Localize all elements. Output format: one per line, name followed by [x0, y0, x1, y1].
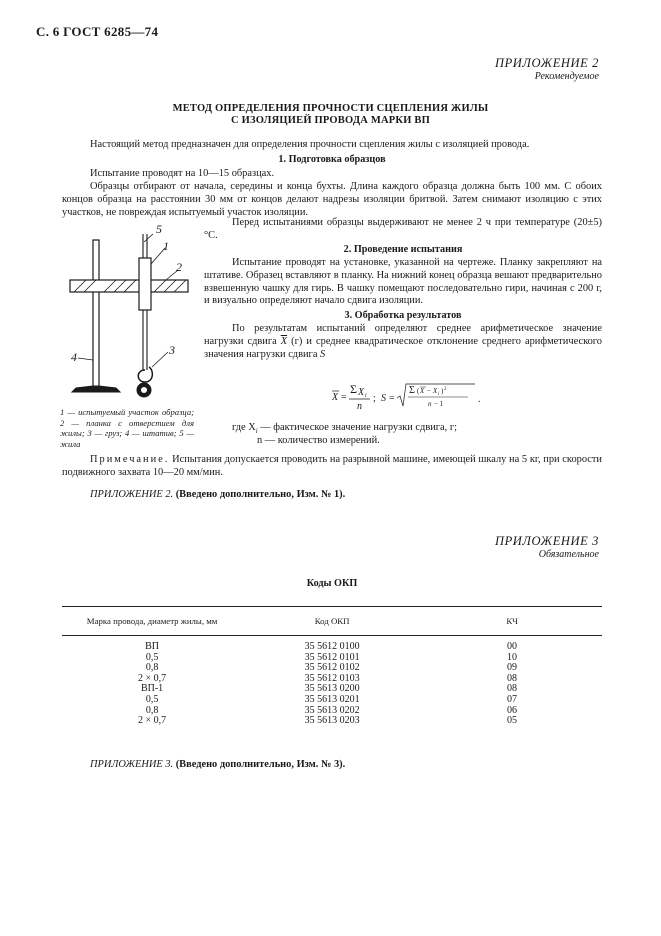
- cell-kch: 08: [507, 672, 518, 684]
- appendix-3-footer: [90, 759, 602, 772]
- cell-okp: 35 5613 0201: [304, 693, 360, 705]
- cell-kch: 08: [507, 683, 518, 695]
- cell-kch: 00: [507, 641, 518, 652]
- col-header-mark: Марка провода, диаметр жилы, мм: [62, 607, 242, 636]
- svg-text:=: =: [341, 392, 347, 403]
- appendix-2-label: ПРИЛОЖЕНИЕ 2: [494, 56, 599, 70]
- where-line-1-a: где X: [232, 422, 256, 433]
- fig-label-3: 3: [169, 343, 175, 357]
- cell-okp: 35 5612 0101: [304, 651, 360, 663]
- section-2-p1: Испытание проводят на установке, указанной на чертеже. Планку закрепляют на штативе. Образец вставляют в планку. На нижний конец образца вешают предварительно взвешенную чашку для гирь. В чашку помещают последовательно гири, начиная с 200 г, и визуально определяют начало сдвига изоляции.: [204, 257, 602, 307]
- cell-okp: 35 5613 0202: [304, 704, 360, 716]
- svg-text:2: 2: [444, 387, 447, 392]
- where-line-1-b: — фактическое значение нагрузки сдвига, г;: [257, 422, 458, 433]
- section-1-p2: Образцы отбирают от начала, середины и конца бухты. Длина каждого образца должна быть 100 мм. С обоих концов образца на расстоянии 30 мм от концов делают надрезы изоляции бритвой. Затем снимают изоляцию с этих участков, не повреждая испытуемый участок изоляции.: [62, 181, 602, 218]
- okp-codes-table: [62, 606, 602, 727]
- svg-text:): ): [441, 387, 444, 395]
- table-row: [62, 695, 602, 706]
- cell-kch: 06: [507, 704, 518, 716]
- svg-text:− 1: − 1: [434, 400, 444, 408]
- appendix-2-label-block: [495, 56, 599, 82]
- cell-okp: 35 5612 0100: [304, 641, 360, 652]
- appendix-2-footer-label: ПРИЛОЖЕНИЕ 2.: [90, 489, 174, 500]
- appendix-3-title: Коды ОКП: [306, 578, 358, 589]
- svg-text:S: S: [381, 393, 386, 404]
- where-line-1: где $X_i$ — фактическое значение нагрузки сдвига, г;: [232, 422, 458, 436]
- svg-text:−: −: [427, 387, 431, 395]
- cell-kch: 10: [507, 651, 518, 663]
- svg-text:=: =: [389, 393, 395, 404]
- appendix-3-label-block: [495, 534, 599, 560]
- section-3-heading: 3. Обработка результатов: [344, 310, 462, 321]
- svg-text:(: (: [417, 387, 420, 395]
- svg-text:X: X: [420, 387, 425, 395]
- section-1-p1: Испытание проводят на 10—15 образцах.: [90, 168, 275, 179]
- where-line-2: n — количество измерений.: [257, 435, 380, 446]
- appendix-2-footer: [90, 489, 602, 502]
- intro-paragraph: Настоящий метод предназначен для определения прочности сцепления жилы с изоляцией провода.: [90, 139, 530, 150]
- table-header-row: [62, 607, 602, 636]
- s-symbol: S: [320, 348, 326, 360]
- appendix-3-footer-text: (Введено дополнительно, Изм. № 3).: [173, 759, 346, 770]
- section-3-p1-a: По результатам испытаний определяют среднее арифметическое значение нагрузки сдвига: [204, 323, 602, 347]
- title-line-1: МЕТОД ОПРЕДЕЛЕНИЯ ПРОЧНОСТИ СЦЕПЛЕНИЯ ЖИЛЫ: [172, 103, 489, 114]
- svg-text:i: i: [365, 393, 367, 399]
- appendix-3-footer-label: ПРИЛОЖЕНИЕ 3.: [90, 759, 174, 770]
- section-1-heading: 1. Подготовка образцов: [278, 154, 386, 165]
- col-header-kch: КЧ: [422, 607, 602, 636]
- cell-okp: 35 5612 0103: [304, 672, 360, 684]
- cell-mark: ВП: [145, 641, 160, 652]
- appendix-2-title: [0, 103, 661, 127]
- section-1-p3: Перед испытаниями образцы выдерживают не менее 2 ч при температуре (20±5) °С.: [204, 217, 602, 241]
- cell-kch: 09: [507, 662, 518, 674]
- formula: [328, 380, 488, 414]
- section-3-p1-b: (г) и среднее квадратическое отклонение среднего арифметического значения нагрузки сдвига: [204, 335, 602, 360]
- xbar-symbol: $\overline{X}$: [280, 335, 288, 347]
- svg-text:n: n: [357, 401, 362, 412]
- cell-okp: 35 5613 0200: [304, 683, 360, 695]
- svg-text:Σ: Σ: [350, 382, 357, 396]
- appendix-2-footer-text: (Введено дополнительно, Изм. № 1).: [173, 489, 346, 500]
- svg-text:n: n: [428, 400, 432, 408]
- cell-mark: 0,8: [145, 704, 159, 716]
- col-header-okp: Код ОКП: [242, 607, 422, 636]
- cell-mark: 0,5: [145, 651, 159, 663]
- svg-text:X: X: [332, 392, 339, 403]
- cell-mark: 0,8: [145, 662, 159, 674]
- cell-kch: 07: [507, 693, 518, 705]
- svg-text:.: .: [478, 394, 481, 405]
- figure-caption: 1 — испытуемый участок образца; 2 — планка с отверстием для жилы; 3 — груз; 4 — штатив; 5 — жила: [60, 407, 194, 449]
- svg-text:i: i: [438, 392, 440, 397]
- fig-label-2: 2: [176, 260, 182, 274]
- note-label: Примечание.: [90, 454, 170, 465]
- page-header: С. 6 ГОСТ 6285—74: [36, 24, 159, 39]
- cell-mark: 2 × 0,7: [138, 672, 167, 684]
- appendix-3-label: ПРИЛОЖЕНИЕ 3: [494, 534, 599, 548]
- fig-label-5: 5: [156, 222, 162, 236]
- section-2-heading: 2. Проведение испытания: [343, 244, 463, 255]
- cell-okp: 35 5613 0203: [304, 715, 360, 727]
- table-row: [62, 636, 602, 653]
- table-row: [62, 716, 602, 727]
- note-text: Испытания допускается проводить на разрывной машине, имеющей шкалу на 5 кг, при скорости подвижного захвата 10—20 мм/мин.: [62, 454, 602, 478]
- svg-text:Σ: Σ: [409, 385, 415, 396]
- appendix-2-status: Рекомендуемое: [534, 71, 599, 82]
- cell-okp: 35 5612 0102: [304, 662, 360, 674]
- title-line-2: С ИЗОЛЯЦИЕЙ ПРОВОДА МАРКИ ВП: [231, 115, 430, 126]
- test-setup-drawing: [58, 220, 198, 402]
- cell-mark: 0,5: [145, 693, 159, 705]
- appendix-3-status: Обязательное: [538, 549, 599, 560]
- svg-text:;: ;: [373, 393, 376, 404]
- svg-text:X: X: [433, 387, 438, 395]
- fig-label-1: 1: [163, 239, 169, 253]
- cell-mark: 2 × 0,7: [138, 715, 167, 727]
- section-3-p1: [204, 323, 602, 361]
- fig-label-4: 4: [71, 350, 77, 364]
- note-paragraph: [62, 454, 602, 480]
- cell-kch: 05: [507, 715, 518, 727]
- cell-mark: ВП-1: [140, 683, 164, 695]
- svg-text:X: X: [358, 387, 365, 398]
